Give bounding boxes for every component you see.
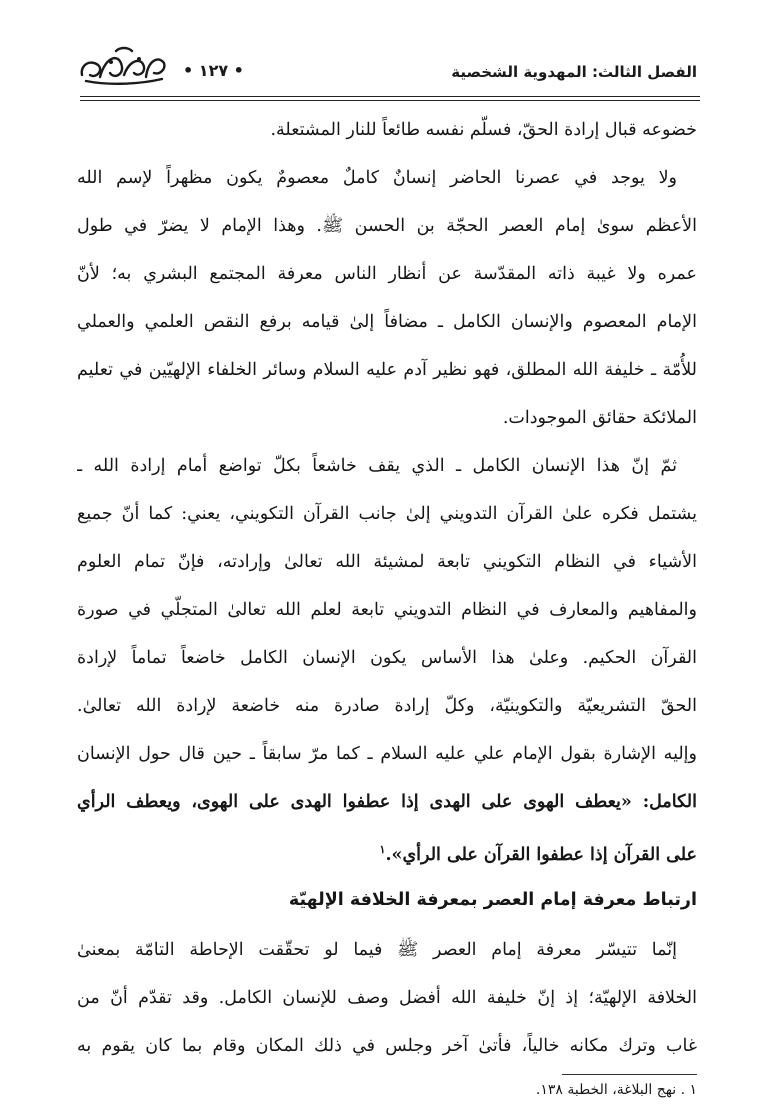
text-line: الأعظم سوىٰ إمام العصر الحجّة بن الحسن ﷺ. وهذا الإمام لا يضرّ في طول (77, 216, 697, 236)
quote-line: الكامل: «يعطف الهوى على الهدى إذا عطفوا الهدى على الهوى، ويعطف الرأي (77, 792, 697, 812)
text-line: وإليه الإشارة بقول الإمام علي عليه السلام ـ كما مرّ سابقاً ـ حين قال حول الإنسان (77, 744, 697, 764)
text-line: يشتمل فكره علىٰ القرآن التدويني إلىٰ جانب القرآن التكويني، يعني: كما أنّ جميع (77, 504, 697, 524)
text-line: خضوعه قبال إرادة الحقّ، فسلّم نفسه طائعاً للنار المشتعلة. (270, 120, 697, 140)
text-line: الملائكة حقائق الموجودات. (502, 408, 697, 428)
text-line: غاب وترك مكانه خالياً، فأتىٰ آخر وجلس في ذلك المكان وقام بما كان يقوم به (77, 1036, 697, 1056)
footnote-divider (562, 1074, 697, 1075)
section-heading: ارتباط معرفة إمام العصر بمعرفة الخلافة الإلهيّة (288, 890, 697, 910)
text-line: والمفاهيم والمعارف في النظام التدويني تابعة لعلم الله تعالىٰ المتجلّي في صورة (77, 600, 697, 620)
text-line: الحقّ التشريعيّة والتكوينيّة، وكلّ إرادة صادرة منه خاضعة لإرادة الله تعالىٰ. (77, 696, 697, 716)
page-number: • ١٢٧ • (183, 61, 244, 80)
footnote-marker: ١ (379, 843, 386, 856)
text-line: القرآن الحكيم. وعلىٰ هذا الأساس يكون الإنسان الكامل خاضعاً تماماً لإرادة (77, 648, 697, 668)
header-divider (80, 96, 700, 97)
publisher-logo-icon (76, 45, 168, 85)
footnote: ١ . نهج البلاغة، الخطبة ١٣٨. (535, 1082, 697, 1098)
text-line: الإمام المعصوم والإنسان الكامل ـ مضافاً إلىٰ قيامه برفع النقص العلمي والعملي (77, 312, 697, 332)
text-line: إنّما تتيسّر معرفة إمام العصر ﷺ فيما لو تحقّقت الإحاطة التامّة بمعنىٰ (77, 940, 677, 960)
quote-line: على القرآن إذا عطفوا القرآن على الرأي».$^١$ (379, 843, 697, 865)
text-line: الأشياء في النظام التكويني تابعة لمشيئة الله تعالىٰ وإرادته، فإنّ تمام العلوم (77, 552, 697, 572)
text-line: الخلافة الإلهيّة؛ إذ إنّ خليفة الله أفضل وصف للإنسان الكامل. وقد تقدّم أنّ من (77, 988, 697, 1008)
text-line: للأُمّة ـ خليفة الله المطلق، فهو نظير آدم عليه السلام وسائر الخلفاء الإلهيّين في تعليم (77, 360, 697, 380)
header-divider-thin (80, 100, 700, 101)
text-line: عمره ولا غيبة ذاته المقدّسة عن أنظار الناس معرفة المجتمع البشري به؛ لأنّ (77, 264, 697, 284)
chapter-title: الفصل الثالث: المهدوية الشخصية (451, 63, 697, 81)
text-line: ثمّ إنّ هذا الإنسان الكامل ـ الذي يقف خاشعاً بكلّ تواضع أمام إرادة الله ـ (77, 456, 677, 476)
text-line: ولا يوجد في عصرنا الحاضر إنسانٌ كاملٌ معصومٌ يكون مظهراً لإسم الله (77, 168, 677, 188)
